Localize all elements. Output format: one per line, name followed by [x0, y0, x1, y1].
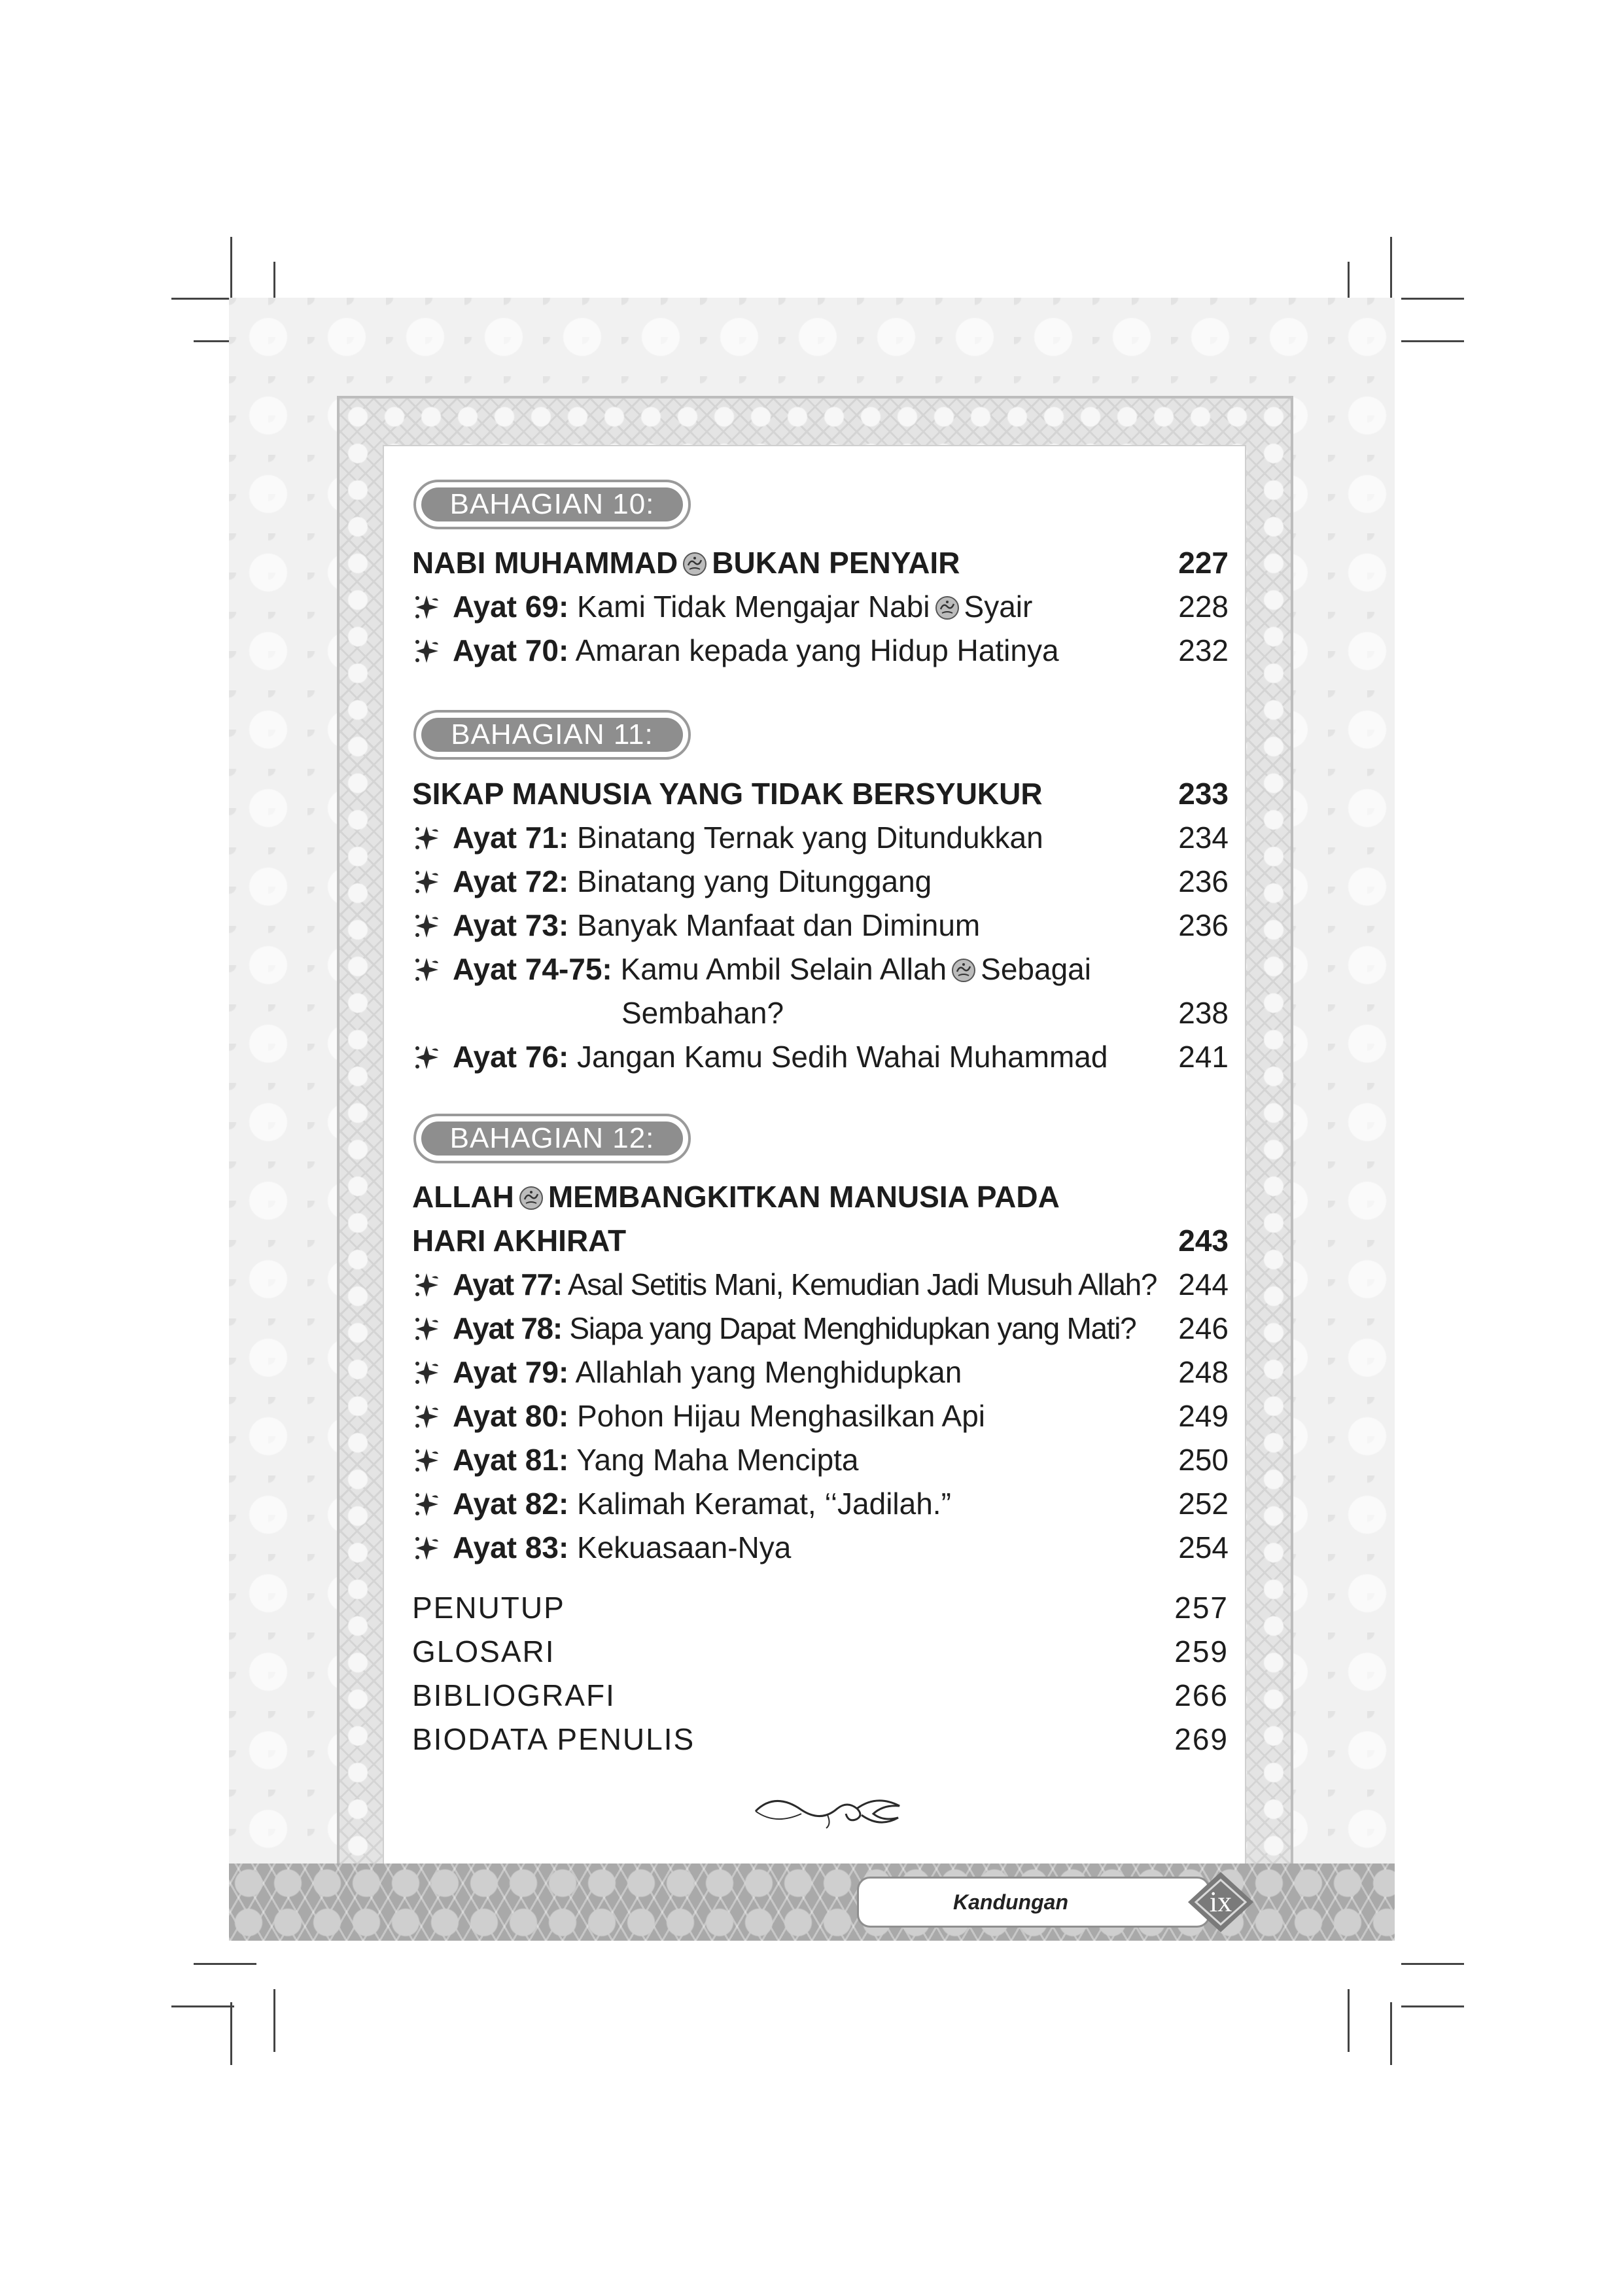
chapter-title-text: SIKAP MANUSIA YANG TIDAK BERSYUKUR: [412, 777, 1043, 811]
crop-mark: [1401, 2005, 1464, 2007]
calligraphy-honorific-icon: [518, 1185, 544, 1211]
calligraphy-honorific-icon: [951, 957, 977, 983]
page-number: 269: [1174, 1722, 1229, 1756]
leaf-fleur-icon: [412, 637, 441, 665]
entry-text: Ayat 74-75: Kamu Ambil Selain Allah Sebagai: [453, 952, 1091, 986]
ayat-label: Ayat 74-75:: [453, 952, 612, 986]
chapter-title-text: HARI AKHIRAT: [412, 1224, 627, 1258]
page-number: 244: [1178, 1267, 1229, 1301]
entry-text: Ayat 76: Jangan Kamu Sedih Wahai Muhammad: [453, 1040, 1108, 1074]
leaf-fleur-icon: [412, 868, 441, 896]
ayat-label: Ayat 77:: [453, 1267, 562, 1301]
crop-mark: [1401, 298, 1464, 300]
toc-back-matter-entry[interactable]: [412, 1586, 1229, 1630]
entry-text: Ayat 82: Kalimah Keramat, ‘‘Jadilah.”: [453, 1487, 951, 1521]
entry-text: Sembahan?: [621, 996, 784, 1030]
ayat-label: Ayat 70:: [453, 633, 569, 667]
ayat-label: Ayat 69:: [453, 590, 569, 624]
page-number: 227: [1178, 546, 1229, 580]
toc-entry[interactable]: [412, 1482, 1229, 1526]
page-number: 266: [1174, 1678, 1229, 1712]
ayat-label: Ayat 83:: [453, 1530, 569, 1564]
entry-text: Ayat 77: Asal Setitis Mani, Kemudian Jadi Musuh Allah?: [453, 1267, 1157, 1301]
page-number: 234: [1178, 821, 1229, 855]
toc-back-matter-entry[interactable]: [412, 1674, 1229, 1718]
toc-entry[interactable]: [412, 1263, 1229, 1307]
leaf-fleur-icon: [412, 1315, 441, 1343]
entry-text: BIBLIOGRAFI: [412, 1678, 616, 1712]
ayat-label: Ayat 76:: [453, 1040, 569, 1074]
page-number: 246: [1178, 1311, 1229, 1345]
toc-chapter-title[interactable]: [412, 1175, 1229, 1219]
crop-mark: [171, 298, 234, 300]
crop-mark: [1401, 340, 1464, 342]
footer-section-name: Kandungan: [953, 1890, 1068, 1914]
toc-entry[interactable]: [412, 1526, 1229, 1570]
leaf-fleur-icon: [412, 1534, 441, 1563]
calligraphy-honorific-icon: [682, 551, 708, 577]
page-number: 248: [1178, 1355, 1229, 1389]
section-heading-pill: [413, 480, 691, 529]
entry-text: Ayat 81: Yang Maha Mencipta: [453, 1443, 859, 1477]
ayat-label: Ayat 79:: [453, 1355, 569, 1389]
toc-entry[interactable]: [412, 860, 1229, 904]
page-number: 232: [1178, 633, 1229, 667]
toc-entry[interactable]: [412, 1394, 1229, 1438]
toc-chapter-title[interactable]: [412, 541, 1229, 585]
page-number: 252: [1178, 1487, 1229, 1521]
footer-page-number: ix: [1209, 1886, 1232, 1918]
leaf-fleur-icon: [412, 955, 441, 984]
toc-chapter-title-continuation[interactable]: [412, 1219, 1229, 1263]
section-heading-pill: [413, 710, 691, 760]
crop-mark: [230, 237, 232, 300]
toc-entry[interactable]: [412, 1438, 1229, 1482]
ornamental-flourish-icon: [749, 1785, 906, 1837]
page-number: 228: [1178, 590, 1229, 624]
ayat-label: Ayat 73:: [453, 908, 569, 942]
leaf-fleur-icon: [412, 911, 441, 940]
crop-mark: [1390, 2002, 1392, 2065]
leaf-fleur-icon: [412, 1043, 441, 1072]
toc-back-matter-entry[interactable]: [412, 1718, 1229, 1761]
ayat-label: Ayat 80:: [453, 1399, 569, 1433]
leaf-fleur-icon: [412, 593, 441, 622]
page-number: 257: [1174, 1591, 1229, 1625]
page-number: 254: [1178, 1530, 1229, 1564]
crop-mark: [1348, 1989, 1350, 2052]
toc-entry[interactable]: [412, 947, 1229, 991]
entry-text: Ayat 79: Allahlah yang Menghidupkan: [453, 1355, 962, 1389]
page-number: 236: [1178, 864, 1229, 898]
page-number: 233: [1178, 777, 1229, 811]
toc-entry[interactable]: [412, 1307, 1229, 1351]
crop-mark: [230, 2002, 232, 2065]
toc-entry[interactable]: [412, 904, 1229, 947]
ayat-label: Ayat 82:: [453, 1487, 569, 1521]
toc-entry[interactable]: [412, 585, 1229, 629]
leaf-fleur-icon: [412, 1358, 441, 1387]
crop-mark: [273, 1989, 275, 2052]
toc-entry[interactable]: [412, 1035, 1229, 1079]
entry-text: GLOSARI: [412, 1634, 555, 1669]
toc-entry[interactable]: [412, 629, 1229, 673]
entry-text: BIODATA PENULIS: [412, 1722, 695, 1756]
entry-text: Ayat 72: Binatang yang Ditunggang: [453, 864, 932, 898]
leaf-fleur-icon: [412, 1446, 441, 1475]
entry-text: PENUTUP: [412, 1591, 565, 1625]
toc-entry[interactable]: [412, 1351, 1229, 1394]
section-heading-pill: [413, 1114, 691, 1163]
entry-text: Ayat 69: Kami Tidak Mengajar Nabi Syair: [453, 590, 1033, 624]
page-number: 243: [1178, 1224, 1229, 1258]
calligraphy-honorific-icon: [934, 595, 960, 621]
page-number: 238: [1178, 996, 1229, 1030]
ayat-label: Ayat 81:: [453, 1443, 569, 1477]
leaf-fleur-icon: [412, 824, 441, 853]
page-number: 241: [1178, 1040, 1229, 1074]
crop-mark: [194, 1963, 256, 1965]
entry-text: Ayat 80: Pohon Hijau Menghasilkan Api: [453, 1399, 986, 1433]
entry-text: Ayat 73: Banyak Manfaat dan Diminum: [453, 908, 981, 942]
ayat-label: Ayat 78:: [453, 1311, 562, 1345]
chapter-title-text: ALLAH MEMBANGKITKAN MANUSIA PADA: [412, 1180, 1060, 1214]
crop-mark: [171, 2005, 234, 2007]
leaf-fleur-icon: [412, 1490, 441, 1519]
page-number: 250: [1178, 1443, 1229, 1477]
leaf-fleur-icon: [412, 1402, 441, 1431]
entry-text: Ayat 71: Binatang Ternak yang Ditundukkan: [453, 821, 1043, 855]
page-number: 259: [1174, 1634, 1229, 1669]
leaf-fleur-icon: [412, 1271, 441, 1299]
ayat-label: Ayat 72:: [453, 864, 569, 898]
section-heading: BAHAGIAN 10:: [421, 487, 683, 521]
page-number: 236: [1178, 908, 1229, 942]
section-heading: BAHAGIAN 11:: [421, 718, 683, 752]
toc-entry-continuation[interactable]: [412, 991, 1229, 1035]
ayat-label: Ayat 71:: [453, 821, 569, 855]
chapter-title-text: NABI MUHAMMAD BUKAN PENYAIR: [412, 546, 960, 580]
toc-chapter-title[interactable]: [412, 772, 1229, 816]
entry-text: Ayat 70: Amaran kepada yang Hidup Hatinya: [453, 633, 1059, 667]
crop-mark: [1401, 1963, 1464, 1965]
entry-text: Ayat 78: Siapa yang Dapat Menghidupkan yang Mati?: [453, 1311, 1136, 1345]
page-number: 249: [1178, 1399, 1229, 1433]
toc-back-matter-entry[interactable]: [412, 1630, 1229, 1674]
entry-text: Ayat 83: Kekuasaan-Nya: [453, 1530, 792, 1564]
toc-entry[interactable]: [412, 816, 1229, 860]
crop-mark: [1390, 237, 1392, 300]
section-heading: BAHAGIAN 12:: [421, 1122, 683, 1156]
